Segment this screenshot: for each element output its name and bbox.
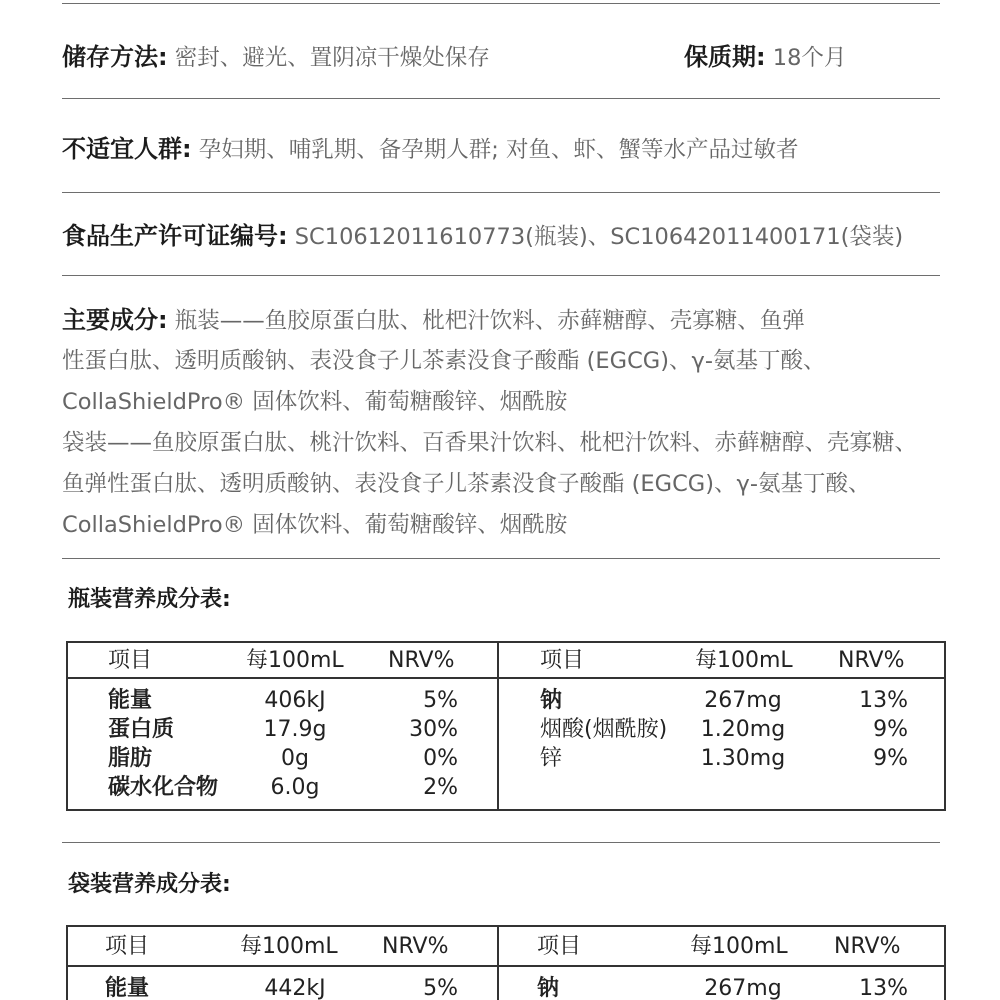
unsuitable-row [62, 134, 799, 165]
header-nrv: NRV% [388, 648, 455, 673]
license-label: 食品生产许可证编号: [62, 222, 288, 250]
nutrient-amount: 267mg [704, 976, 782, 1000]
header-amount: 每100mL [240, 934, 338, 959]
storage-row [62, 42, 490, 73]
header-nrv: NRV% [838, 648, 905, 673]
header-item: 项目 [540, 648, 585, 673]
nutrient-amount: 406kJ [264, 688, 326, 713]
nutrient-name: 能量 [105, 976, 150, 1000]
ingredients-label: 主要成分: [62, 306, 168, 334]
nutrient-name: 钠 [540, 688, 563, 713]
table-divider [497, 643, 499, 809]
table-divider [68, 965, 944, 967]
nutrient-nrv: 30% [409, 717, 458, 742]
nutrient-name: 蛋白质 [108, 717, 175, 742]
divider [62, 98, 940, 99]
unsuitable-value: 孕妇期、哺乳期、备孕期人群; 对鱼、虾、蟹等水产品过敏者 [198, 137, 799, 163]
ingredients-line: 袋装——鱼胶原蛋白肽、桃汁饮料、百香果汁饮料、枇杷汁饮料、赤藓糖醇、壳寡糖、 [62, 430, 918, 456]
divider [62, 275, 940, 276]
shelf-life-value: 18个月 [772, 45, 847, 71]
bottle-nutrition-table [66, 641, 946, 811]
divider [62, 192, 940, 193]
ingredients-text: 瓶装——鱼胶原蛋白肽、枇杷汁饮料、赤藓糖醇、壳寡糖、鱼弹 [174, 308, 805, 334]
divider [62, 842, 940, 843]
table-divider [68, 677, 944, 679]
header-amount: 每100mL [690, 934, 788, 959]
nutrient-name: 脂肪 [108, 746, 153, 771]
nutrient-amount: 17.9g [263, 717, 327, 742]
shelf-life-label: 保质期: [684, 43, 766, 71]
nutrient-name: 烟酸(烟酰胺) [540, 717, 668, 742]
ingredients-line: CollaShieldPro® 固体饮料、葡萄糖酸锌、烟酰胺 [62, 389, 568, 415]
nutrient-amount: 1.30mg [700, 746, 786, 771]
ingredients-line [62, 305, 805, 336]
nutrient-amount: 1.20mg [700, 717, 786, 742]
bag-nutrition-table [66, 925, 946, 1000]
header-nrv: NRV% [834, 934, 901, 959]
header-amount: 每100mL [246, 648, 344, 673]
nutrient-nrv: 2% [423, 775, 458, 800]
nutrient-name: 锌 [540, 746, 563, 771]
ingredients-line: 性蛋白肽、透明质酸钠、表没食子儿茶素没食子酸酯 (EGCG)、γ-氨基丁酸、 [62, 348, 826, 374]
nutrient-nrv: 13% [859, 976, 908, 1000]
bottle-table-title: 瓶装营养成分表: [68, 587, 231, 612]
header-item: 项目 [105, 934, 150, 959]
nutrient-nrv: 5% [423, 688, 458, 713]
nutrient-amount: 0g [281, 746, 309, 771]
shelf-life-row [684, 42, 846, 73]
nutrient-nrv: 9% [873, 746, 908, 771]
nutrient-name: 碳水化合物 [108, 775, 219, 800]
nutrient-amount: 442kJ [264, 976, 326, 1000]
nutrient-name: 钠 [537, 976, 560, 1000]
nutrient-nrv: 9% [873, 717, 908, 742]
storage-value: 密封、避光、置阴凉干燥处保存 [174, 45, 490, 71]
header-nrv: NRV% [382, 934, 449, 959]
header-amount: 每100mL [695, 648, 793, 673]
bag-table-title: 袋装营养成分表: [68, 872, 231, 897]
header-item: 项目 [108, 648, 153, 673]
nutrient-name: 能量 [108, 688, 153, 713]
nutrient-nrv: 5% [423, 976, 458, 1000]
unsuitable-label: 不适宜人群: [62, 135, 192, 163]
table-divider [497, 927, 499, 1000]
license-row [62, 221, 903, 252]
ingredients-line: CollaShieldPro® 固体饮料、葡萄糖酸锌、烟酰胺 [62, 512, 568, 538]
divider [62, 3, 940, 4]
nutrient-amount: 6.0g [270, 775, 320, 800]
divider [62, 558, 940, 559]
storage-label: 储存方法: [62, 43, 168, 71]
nutrient-nrv: 0% [423, 746, 458, 771]
ingredients-line: 鱼弹性蛋白肽、透明质酸钠、表没食子儿茶素没食子酸酯 (EGCG)、γ-氨基丁酸、 [62, 471, 871, 497]
license-value: SC10612011610773(瓶装)、SC10642011400171(袋装) [294, 224, 904, 250]
nutrient-amount: 267mg [704, 688, 782, 713]
header-item: 项目 [537, 934, 582, 959]
nutrient-nrv: 13% [859, 688, 908, 713]
